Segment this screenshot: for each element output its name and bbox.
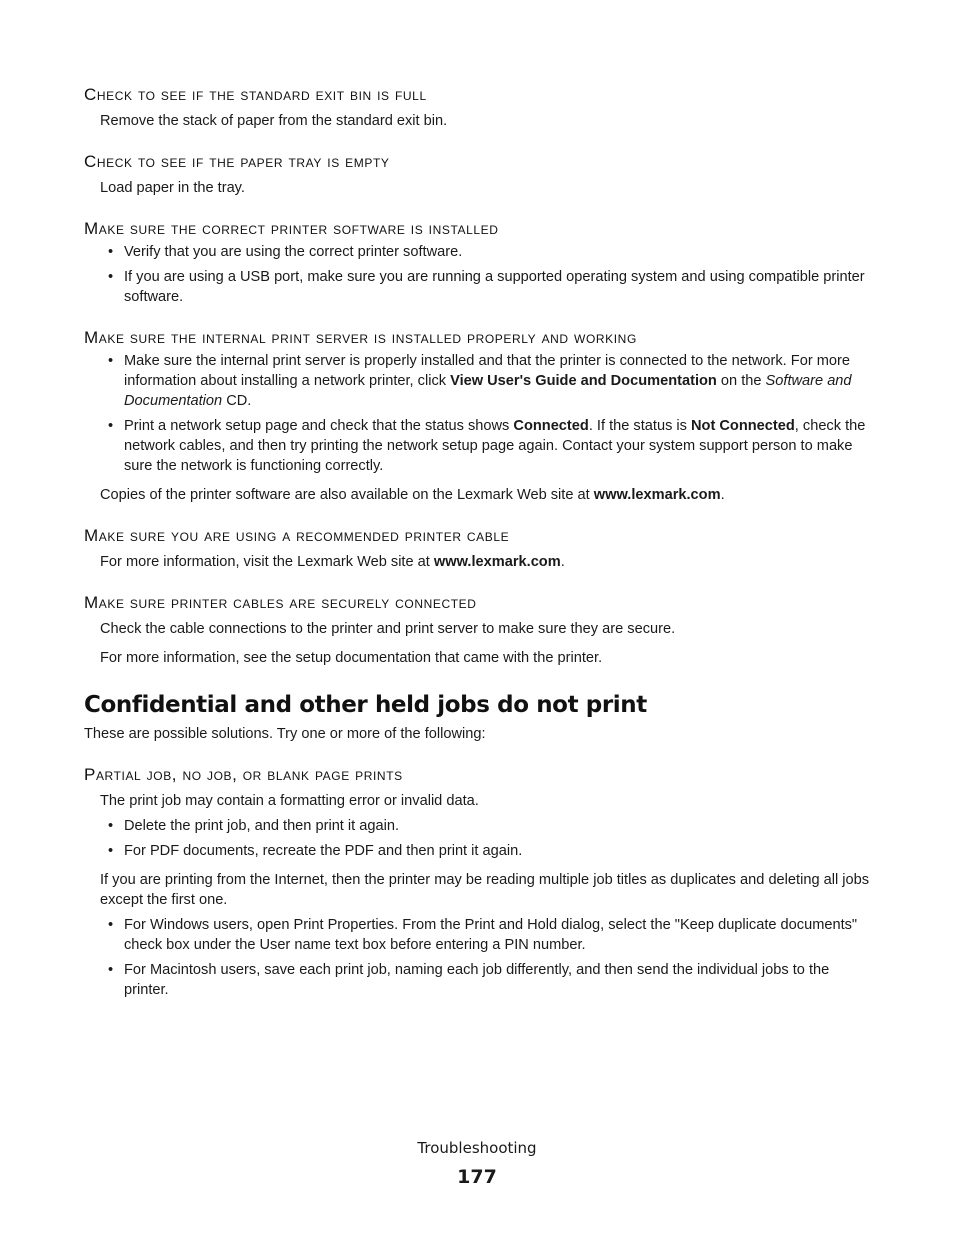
bullet-icon: • <box>108 917 114 933</box>
list-item: • If you are using a USB port, make sure you are running a supported operating system and using compatible printer software. <box>108 269 865 305</box>
section-heading-paper-tray: Check to see if the paper tray is empty <box>84 152 390 171</box>
website-link: www.lexmark.com <box>433 554 561 570</box>
section-heading-printer-software: Make sure the correct printer software is installed <box>84 219 499 238</box>
intro-text: These are possible solutions. Try one or more of the following: <box>84 726 486 742</box>
section-heading-print-server: Make sure the internal print server is installed properly and working <box>84 328 637 347</box>
partial-job-bullets-1 <box>84 816 874 861</box>
print-server-note: Copies of the printer software are also available on the Lexmark Web site at www.lexmark.com. <box>100 487 725 503</box>
bullet-icon: • <box>108 353 114 369</box>
bullet-icon: • <box>108 244 114 260</box>
bullet-icon: • <box>108 418 114 434</box>
partial-job-text-1: The print job may contain a formatting error or invalid data. <box>100 793 479 809</box>
section-text-printer-cable: For more information, visit the Lexmark Web site at www.lexmark.com. <box>100 554 565 570</box>
website-link: www.lexmark.com <box>593 487 721 503</box>
cd-name: Software and Documentation <box>124 373 852 409</box>
main-heading: Confidential and other held jobs do not print <box>84 692 647 718</box>
bullet-icon: • <box>108 269 114 285</box>
print-server-bullets <box>84 351 874 476</box>
list-item: • For Windows users, open Print Properties. From the Print and Hold dialog, select the "Keep duplicate documents" check box under the User name text box before entering a PIN number. <box>108 917 858 953</box>
list-item: • For Macintosh users, save each print job, naming each job differently, and then send the individual jobs to the printer. <box>108 962 830 998</box>
section-text-paper-tray: Load paper in the tray. <box>100 180 245 196</box>
section-heading-cables-connected: Make sure printer cables are securely connected <box>84 593 477 612</box>
list-item: • For PDF documents, recreate the PDF and then print it again. <box>108 843 523 859</box>
bullet-icon: • <box>108 962 114 978</box>
section-text-cables-1: Check the cable connections to the printer and print server to make sure they are secure. <box>100 621 676 637</box>
status-connected: Connected <box>513 418 589 434</box>
menu-reference: View User's Guide and Documentation <box>450 373 717 389</box>
section-heading-exit-bin: Check to see if the standard exit bin is full <box>84 85 427 104</box>
partial-job-bullets-2 <box>84 915 874 1000</box>
printer-software-bullets <box>84 242 874 307</box>
section-heading-printer-cable: Make sure you are using a recommended printer cable <box>84 526 510 545</box>
page-number: 177 <box>457 1166 497 1188</box>
list-item: • Make sure the internal print server is properly installed and that the printer is connected to the network. For more information about installing a network printer, click View User's Guide and Documentation on the Software and Documentation CD. <box>108 353 852 409</box>
bullet-icon: • <box>108 843 114 859</box>
list-item: • Print a network setup page and check that the status shows Connected. If the status is Not Connected, check the network cables, and then try printing the network setup page again. Contact your system support person to make sure the network is functioning correctly. <box>108 418 866 474</box>
status-not-connected: Not Connected <box>691 418 795 434</box>
list-item: • Delete the print job, and then print it again. <box>108 818 400 834</box>
section-heading-partial-job: Partial job, no job, or blank page prints <box>84 765 403 784</box>
bullet-icon: • <box>108 818 114 834</box>
list-item: • Verify that you are using the correct printer software. <box>108 244 463 260</box>
footer-chapter-label: Troubleshooting <box>417 1139 537 1157</box>
page-content <box>84 84 874 1000</box>
section-text-cables-2: For more information, see the setup documentation that came with the printer. <box>100 650 603 666</box>
partial-job-text-2: If you are printing from the Internet, then the printer may be reading multiple job titles as duplicates and deleting all jobs except the first one. <box>100 872 870 908</box>
section-text-exit-bin: Remove the stack of paper from the standard exit bin. <box>100 113 448 129</box>
